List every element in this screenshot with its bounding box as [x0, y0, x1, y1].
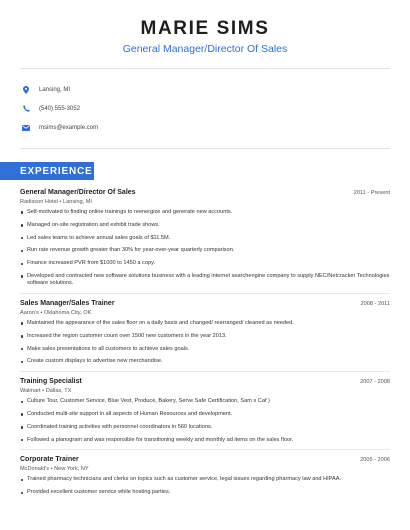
job-title: General Manager/Director Of Sales [20, 189, 136, 196]
bullet-item: Provided excellent customer service while hosting parties. [20, 489, 390, 496]
location-text: Lansing, MI [39, 86, 71, 93]
job-bullets [20, 398, 390, 444]
email-text[interactable]: msims@example.com [39, 124, 99, 131]
bullet-item: Followed a planogram and was responsible for transitioning weekly and monthly ad items on the sales floor. [20, 437, 390, 444]
experience-section [20, 188, 390, 502]
candidate-title: General Manager/Director Of Sales [122, 43, 288, 55]
location-pin-icon [22, 86, 30, 94]
job-location: Lansing, MI [63, 199, 92, 205]
job-employer: Radisson Hotel • Lansing, MI [20, 199, 92, 205]
job-dates: 2007 - 2008 [360, 379, 390, 386]
candidate-name: MARIE SIMS [140, 18, 270, 39]
bullet-item: Self-motivated to finding online trainings to reenergize and generate new accounts. [20, 209, 390, 216]
job-dates: 2008 - 2011 [360, 300, 390, 307]
job-title: Sales Manager/Sales Trainer [20, 299, 115, 307]
bullet-item: Coordinated training activities with personnel coordinators in 560 locations. [20, 424, 390, 431]
job-company: Walmart [20, 388, 41, 395]
job-entry [20, 377, 390, 444]
job-divider [20, 293, 390, 294]
job-bullets [20, 320, 390, 366]
bullet-item: Run rate revenue growth greater than 30% for year-over-year quarterly comparison. [20, 247, 390, 254]
contact-location [22, 80, 98, 99]
job-company: McDonald's [20, 466, 50, 473]
job-location: New York, NY [54, 466, 89, 473]
job-entry [20, 455, 390, 496]
job-dates: 2005 - 2006 [360, 457, 390, 464]
job-employer: McDonald's • New York, NY [20, 466, 89, 473]
job-location: Oklahoma City, OK [43, 309, 92, 316]
job-bullets [20, 476, 390, 496]
phone-icon [22, 105, 30, 113]
bullet-item: Conducted multi-site support in all aspects of Human Resources and development. [20, 411, 390, 418]
envelope-icon [22, 124, 30, 132]
job-dates: 2011 - Present [353, 190, 390, 196]
bullet-item: Maintained the appearance of the sales floor on a daily basis and changed/ rearranged/ cleaned as needed. [20, 320, 390, 327]
header-divider [20, 68, 390, 69]
contact-divider [20, 148, 390, 149]
job-divider [20, 371, 390, 372]
bullet-item: Make sales presentations to all customers to achieve sales goals. [20, 346, 390, 353]
job-employer: Walmart • Dallas, TX [20, 388, 72, 395]
bullet-item: Culture Tour, Customer Service, Blue Vest, Produce, Bakery, Serve Safe Certification, Sam s Caf ) [20, 398, 390, 405]
job-entry [20, 299, 390, 366]
job-bullets [20, 209, 390, 287]
job-title: Training Specialist [20, 378, 82, 386]
phone-text: (540) 555-3052 [39, 105, 81, 112]
bullet-item: Developed and contracted new software solutions business with a leading internet searchengine company to supply NEC/Netcracker Technologies software solutions. [20, 273, 390, 287]
job-location: Dallas, TX [45, 388, 72, 395]
contact-block [22, 80, 98, 137]
bullet-item: Trained pharmacy technicians and clerks on topics such as customer service, legal issues regarding pharmacy law and HIPAA. [20, 476, 390, 483]
job-employer: Aaron's • Oklahoma City, OK [20, 309, 92, 316]
job-company: Aaron's [20, 309, 39, 316]
resume-header [0, 0, 410, 55]
bullet-item: Create custom displays to advertise new merchandise. [20, 358, 390, 365]
job-entry [20, 188, 390, 287]
job-divider [20, 449, 390, 450]
bullet-item: Finance increased PVR from $1000 to 1450 a copy. [20, 260, 390, 267]
bullet-item: Led sales teams to achieve annual sales goals of $11.5M. [20, 235, 390, 242]
bullet-item: Increased the region customer count over 1500 new customers in the year 2013. [20, 333, 390, 340]
bullet-item: Managed on-site registration and exhibit trade shows. [20, 222, 390, 229]
job-company: Radisson Hotel [20, 199, 58, 205]
contact-email[interactable] [22, 118, 98, 137]
contact-phone [22, 99, 98, 118]
experience-heading: EXPERIENCE [0, 162, 94, 180]
job-title: Corporate Trainer [20, 456, 79, 464]
